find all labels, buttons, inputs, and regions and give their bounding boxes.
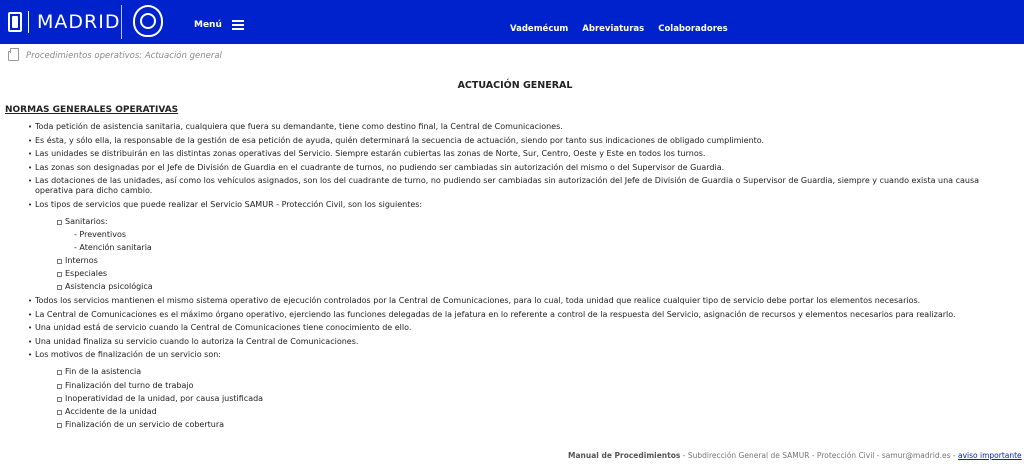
service-subtype-item: - Preventivos xyxy=(74,229,127,239)
footer-separator: - xyxy=(874,451,882,460)
list-item: • Los motivos de finalización de un servicio son: xyxy=(0,350,1024,360)
end-reason-item: Accidente de la unidad xyxy=(0,407,1024,417)
madrid-emblem-icon xyxy=(8,12,22,32)
list-item: • La Central de Comunicaciones es el máximo órgano operativo, ejerciendo las funciones delegadas de la jefatura en lo referente a control de la respuesta del Servicio, asignación de recursos y elementos necesarios para realizarlo. xyxy=(0,310,1024,320)
list-item: • Es ésta, y sólo ella, la responsable de la gestión de esa petición de ayuda, quién determinará la secuencia de actuación, siendo por tanto sus indicaciones de obligado cumplimiento. xyxy=(0,136,1024,146)
top-nav-links xyxy=(510,24,728,34)
footer-email: samur@madrid.es xyxy=(881,451,951,460)
content-body xyxy=(0,122,1024,434)
service-type-item: Especiales xyxy=(0,269,1024,279)
service-type-item: Asistencia psicológica xyxy=(0,282,1024,292)
list-item: • Toda petición de asistencia sanitaria, cualquiera que fuera su demandante, tiene como destino final, la Central de Comunicaciones. xyxy=(0,122,1024,132)
nav-link-vademecum[interactable]: Vademécum xyxy=(510,24,569,34)
brand-name: MADRID xyxy=(37,11,121,33)
end-reason-item: Fin de la asistencia xyxy=(0,367,1024,377)
end-reason-item: Finalización del turno de trabajo xyxy=(0,381,1024,391)
menu-button[interactable] xyxy=(194,20,244,30)
list-item: • Una unidad finaliza su servicio cuando lo autoriza la Central de Comunicaciones. xyxy=(0,337,1024,347)
nav-link-colaboradores[interactable]: Colaboradores xyxy=(658,24,728,34)
top-navigation-bar xyxy=(0,0,1024,44)
footer-manual-title: Manual de Procedimientos xyxy=(568,451,681,460)
list-item: • Las unidades se distribuirán en las distintas zonas operativas del Servicio. Siempre estarán cubiertas las zonas de Norte, Sur, Centro, Oeste y Este en todos los turnos. xyxy=(0,149,1024,159)
end-reasons-list xyxy=(0,367,1024,430)
service-subtype-item: - Atención sanitaria xyxy=(74,242,152,252)
footer-separator: - xyxy=(950,451,958,460)
list-item: • Una unidad está de servicio cuando la Central de Comunicaciones tiene conocimiento de ello. xyxy=(0,323,1024,333)
madrid-logo[interactable] xyxy=(8,8,120,36)
list-item: • Las dotaciones de las unidades, así como los vehículos asignados, son los del cuadrante de turno, no pudiendo ser cambiadas sin autorización del Jefe de División de Guardia o Supervisor de Guardia, siempre y cuando exista una causa operativa para dicho cambio. xyxy=(0,176,1024,196)
hamburger-menu-icon xyxy=(232,20,244,30)
service-type-item: Internos xyxy=(0,256,1024,266)
service-types-list xyxy=(0,217,1024,293)
print-icon[interactable] xyxy=(8,51,19,61)
section-title: NORMAS GENERALES OPERATIVAS xyxy=(5,105,179,115)
service-type-item: Sanitarios: xyxy=(0,217,1024,227)
end-reason-item: Finalización de un servicio de cobertura xyxy=(0,420,1024,430)
menu-label: Menú xyxy=(194,20,222,30)
breadcrumb xyxy=(8,51,222,61)
samur-badge-icon[interactable] xyxy=(133,5,163,37)
footer-org: Subdirección General de SAMUR - Protección Civil xyxy=(687,451,875,460)
list-item: • Los tipos de servicios que puede realizar el Servicio SAMUR - Protección Civil, son los siguientes: xyxy=(0,200,1024,210)
logo-separator xyxy=(28,11,29,33)
samur-star-of-life-icon xyxy=(140,13,156,29)
footer-separator: - xyxy=(680,451,688,460)
important-notice-link[interactable]: aviso importante xyxy=(958,451,1022,460)
footer xyxy=(568,451,1022,460)
end-reason-item: Inoperatividad de la unidad, por causa justificada xyxy=(0,394,1024,404)
breadcrumb-text: Procedimientos operativos: Actuación general xyxy=(26,51,222,61)
list-item: • Todos los servicios mantienen el mismo sistema operativo de ejecución controlados por la Central de Comunicaciones, para lo cual, toda unidad que realice cualquier tipo de servicio debe portar los elementos necesarios. xyxy=(0,296,1024,306)
header-divider xyxy=(121,5,122,39)
list-item: • Las zonas son designadas por el Jefe de División de Guardia en el cuadrante de turnos, no pudiendo ser cambiadas sin autorización del mismo o del Supervisor de Guardia. xyxy=(0,163,1024,173)
page-title: ACTUACIÓN GENERAL xyxy=(457,80,573,91)
nav-link-abreviaturas[interactable]: Abreviaturas xyxy=(582,24,645,34)
